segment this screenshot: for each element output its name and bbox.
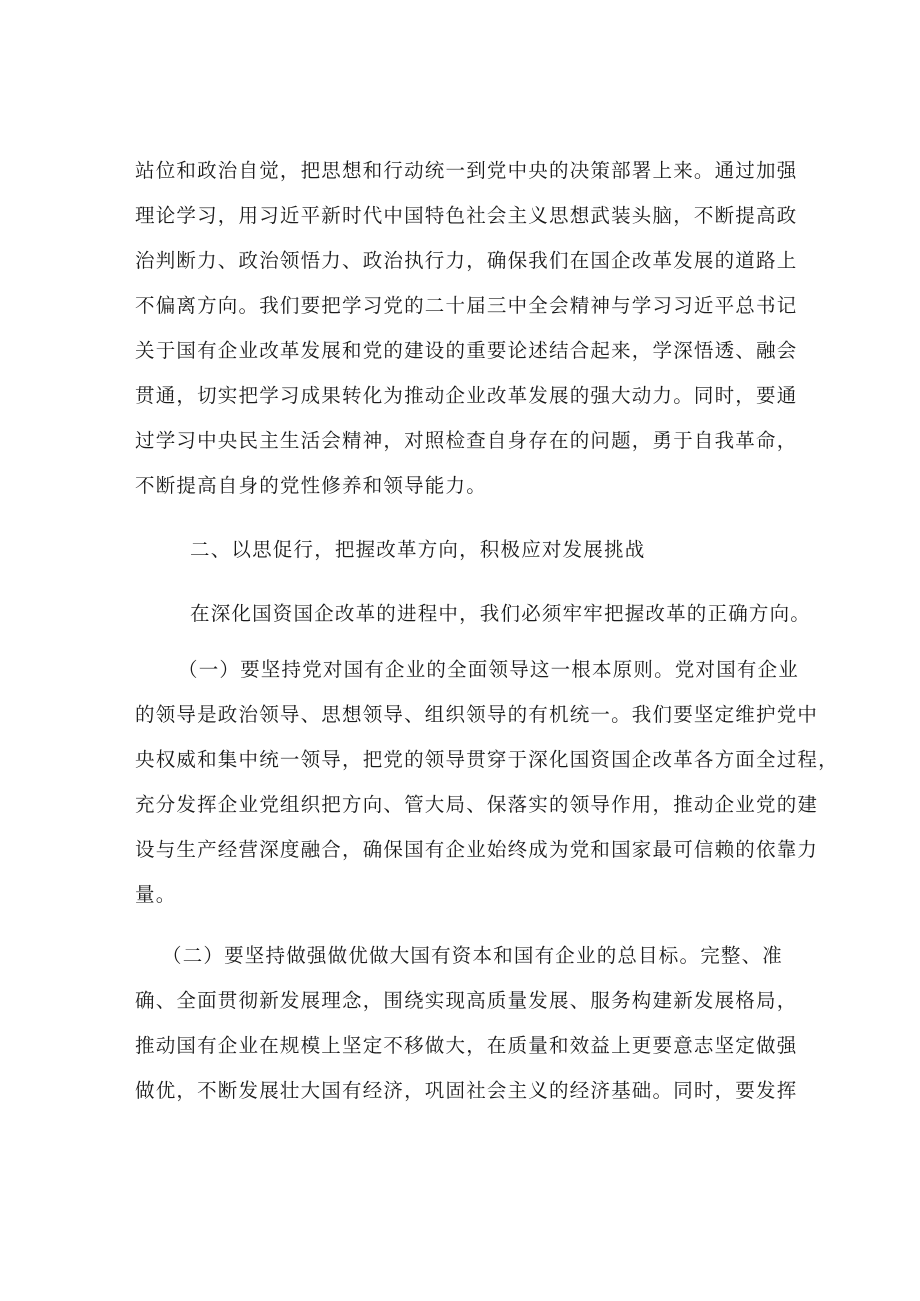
paragraph-3-line-1: （一）要坚持党对国有企业的全面领导这一根本原则。党对国有企业 <box>178 658 800 681</box>
paragraph-1-line-8: 不断提高自身的党性修养和领导能力。 <box>135 474 487 497</box>
paragraph-3-line-3: 央权威和集中统一领导，把党的领导贯穿于深化国资国企改革各方面全过程， <box>135 748 839 771</box>
paragraph-1-line-5: 关于国有企业改革发展和党的建设的重要论述结合起来，学深悟透、融会 <box>135 339 798 362</box>
paragraph-2-line-1: 在深化国资国企改革的进程中，我们必须牢牢把握改革的正确方向。 <box>190 602 812 625</box>
paragraph-1-line-6: 贯通，切实把学习成果转化为推动企业改革发展的强大动力。同时，要通 <box>135 384 798 407</box>
paragraph-1-line-7: 过学习中央民主生活会精神，对照检查自身存在的问题，勇于自我革命， <box>135 429 798 452</box>
paragraph-3-line-2: 的领导是政治领导、思想领导、组织领导的有机统一。我们要坚定维护党中 <box>135 703 819 726</box>
paragraph-3-line-4: 充分发挥企业党组织把方向、管大局、保落实的领导作用，推动企业党的建 <box>135 793 819 816</box>
paragraph-3-line-6: 量。 <box>135 883 177 906</box>
paragraph-1-line-4: 不偏离方向。我们要把学习党的二十届三中全会精神与学习习近平总书记 <box>135 294 798 317</box>
paragraph-1-line-2: 理论学习，用习近平新时代中国特色社会主义思想武装头脑，不断提高政 <box>135 204 798 227</box>
paragraph-1-line-3: 治判断力、政治领悟力、政治执行力，确保我们在国企改革发展的道路上 <box>135 249 798 272</box>
paragraph-4-line-2: 确、全面贯彻新发展理念，围绕实现高质量发展、服务构建新发展格局， <box>135 989 798 1012</box>
paragraph-4-line-1: （二）要坚持做强做优做大国有资本和国有企业的总目标。完整、准 <box>162 944 784 967</box>
paragraph-3-line-5: 设与生产经营深度融合，确保国有企业始终成为党和国家最可信赖的依靠力 <box>135 838 819 861</box>
paragraph-4-line-4: 做优，不断发展壮大国有经济，巩固社会主义的经济基础。同时，要发挥 <box>135 1079 798 1102</box>
paragraph-4-line-3: 推动国有企业在规模上坚定不移做大，在质量和效益上更要意志坚定做强 <box>135 1034 798 1057</box>
paragraph-1-line-1: 站位和政治自觉，把思想和行动统一到党中央的决策部署上来。通过加强 <box>135 159 798 182</box>
section-heading-2: 二、以思促行，把握改革方向，积极应对发展挑战 <box>190 538 646 561</box>
